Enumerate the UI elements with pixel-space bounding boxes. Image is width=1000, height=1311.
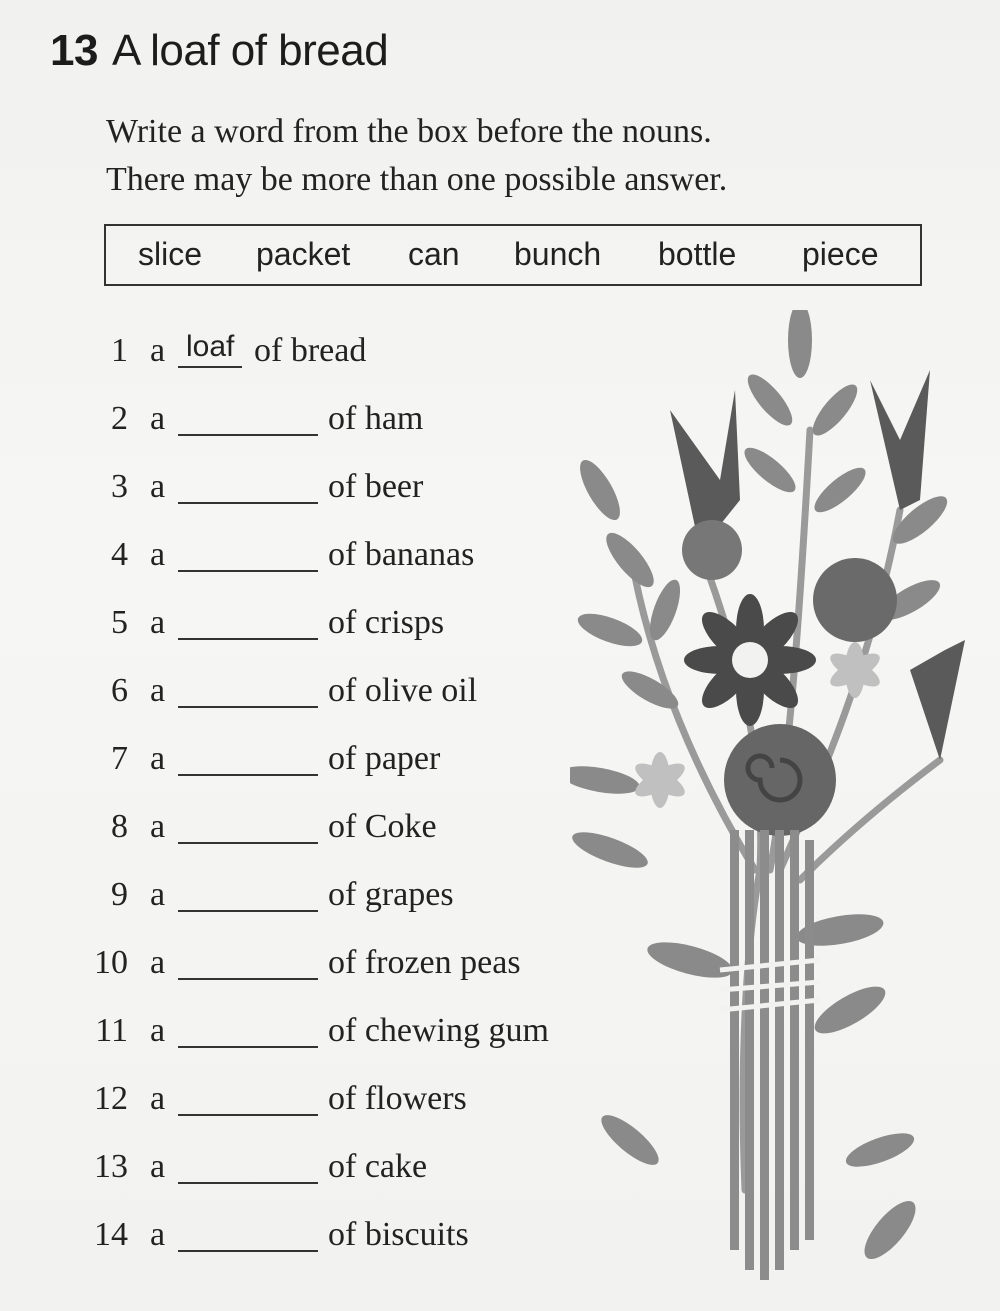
answer-blank[interactable] [178, 1046, 318, 1048]
item-number: 1 [111, 332, 128, 369]
item-noun: of ham [328, 400, 424, 437]
item-article: a [150, 536, 166, 573]
answer-blank[interactable] [178, 1182, 318, 1184]
word-box-word: bottle [658, 236, 737, 272]
item-number: 10 [94, 944, 128, 981]
item-article: a [150, 740, 166, 777]
item-noun: of cake [328, 1148, 428, 1185]
answer-blank[interactable] [178, 978, 318, 980]
exercise-heading [50, 26, 388, 76]
word-box-word: slice [138, 236, 203, 272]
item-number: 2 [111, 400, 128, 437]
instruction-line-2: There may be more than one possible answer. [106, 161, 728, 198]
instruction-line-1: Write a word from the box before the nouns. [106, 113, 712, 150]
item-number: 9 [111, 876, 128, 913]
answer-blank[interactable] [178, 1250, 318, 1252]
item-article: a [150, 1012, 166, 1049]
item-number: 8 [111, 808, 128, 845]
answer-blank[interactable] [178, 366, 242, 368]
exercise-number: 13 [50, 26, 98, 75]
item-article: a [150, 604, 166, 641]
item-number: 13 [94, 1148, 128, 1185]
word-box-word: bunch [514, 236, 602, 272]
item-number: 3 [111, 468, 128, 505]
answer-blank[interactable] [178, 502, 318, 504]
item-noun: of chewing gum [328, 1012, 549, 1049]
answer-blank[interactable] [178, 638, 318, 640]
item-article: a [150, 332, 166, 369]
item-answer: loaf [186, 330, 235, 363]
word-box [104, 224, 922, 286]
item-noun: of beer [328, 468, 424, 505]
answer-blank[interactable] [178, 842, 318, 844]
word-box-word: piece [802, 236, 879, 272]
item-article: a [150, 468, 166, 505]
item-noun: of bananas [328, 536, 475, 573]
item-number: 14 [94, 1216, 128, 1253]
item-article: a [150, 944, 166, 981]
item-noun: of olive oil [328, 672, 478, 709]
answer-blank[interactable] [178, 1114, 318, 1116]
item-noun: of grapes [328, 876, 454, 913]
item-article: a [150, 1148, 166, 1185]
item-number: 6 [111, 672, 128, 709]
word-box-word: packet [256, 236, 351, 272]
item-number: 11 [95, 1012, 128, 1049]
item-number: 7 [111, 740, 128, 777]
item-article: a [150, 1216, 166, 1253]
item-number: 12 [94, 1080, 128, 1117]
answer-blank[interactable] [178, 434, 318, 436]
answer-blank[interactable] [178, 570, 318, 572]
item-noun: of flowers [328, 1080, 467, 1117]
item-article: a [150, 400, 166, 437]
item-noun: of crisps [328, 604, 445, 641]
item-number: 4 [111, 536, 128, 573]
flower-bouquet-illustration [570, 310, 990, 1310]
item-article: a [150, 876, 166, 913]
item-article: a [150, 808, 166, 845]
answer-blank[interactable] [178, 706, 318, 708]
item-noun: of paper [328, 740, 441, 777]
item-number: 5 [111, 604, 128, 641]
item-noun: of Coke [328, 808, 437, 845]
answer-blank[interactable] [178, 774, 318, 776]
item-article: a [150, 672, 166, 709]
instructions [106, 108, 727, 204]
item-noun: of biscuits [328, 1216, 469, 1253]
word-box-word: can [408, 236, 460, 272]
exercise-title: A loaf of bread [111, 26, 389, 75]
answer-blank[interactable] [178, 910, 318, 912]
item-noun: of bread [254, 332, 367, 369]
item-article: a [150, 1080, 166, 1117]
item-noun: of frozen peas [328, 944, 521, 981]
